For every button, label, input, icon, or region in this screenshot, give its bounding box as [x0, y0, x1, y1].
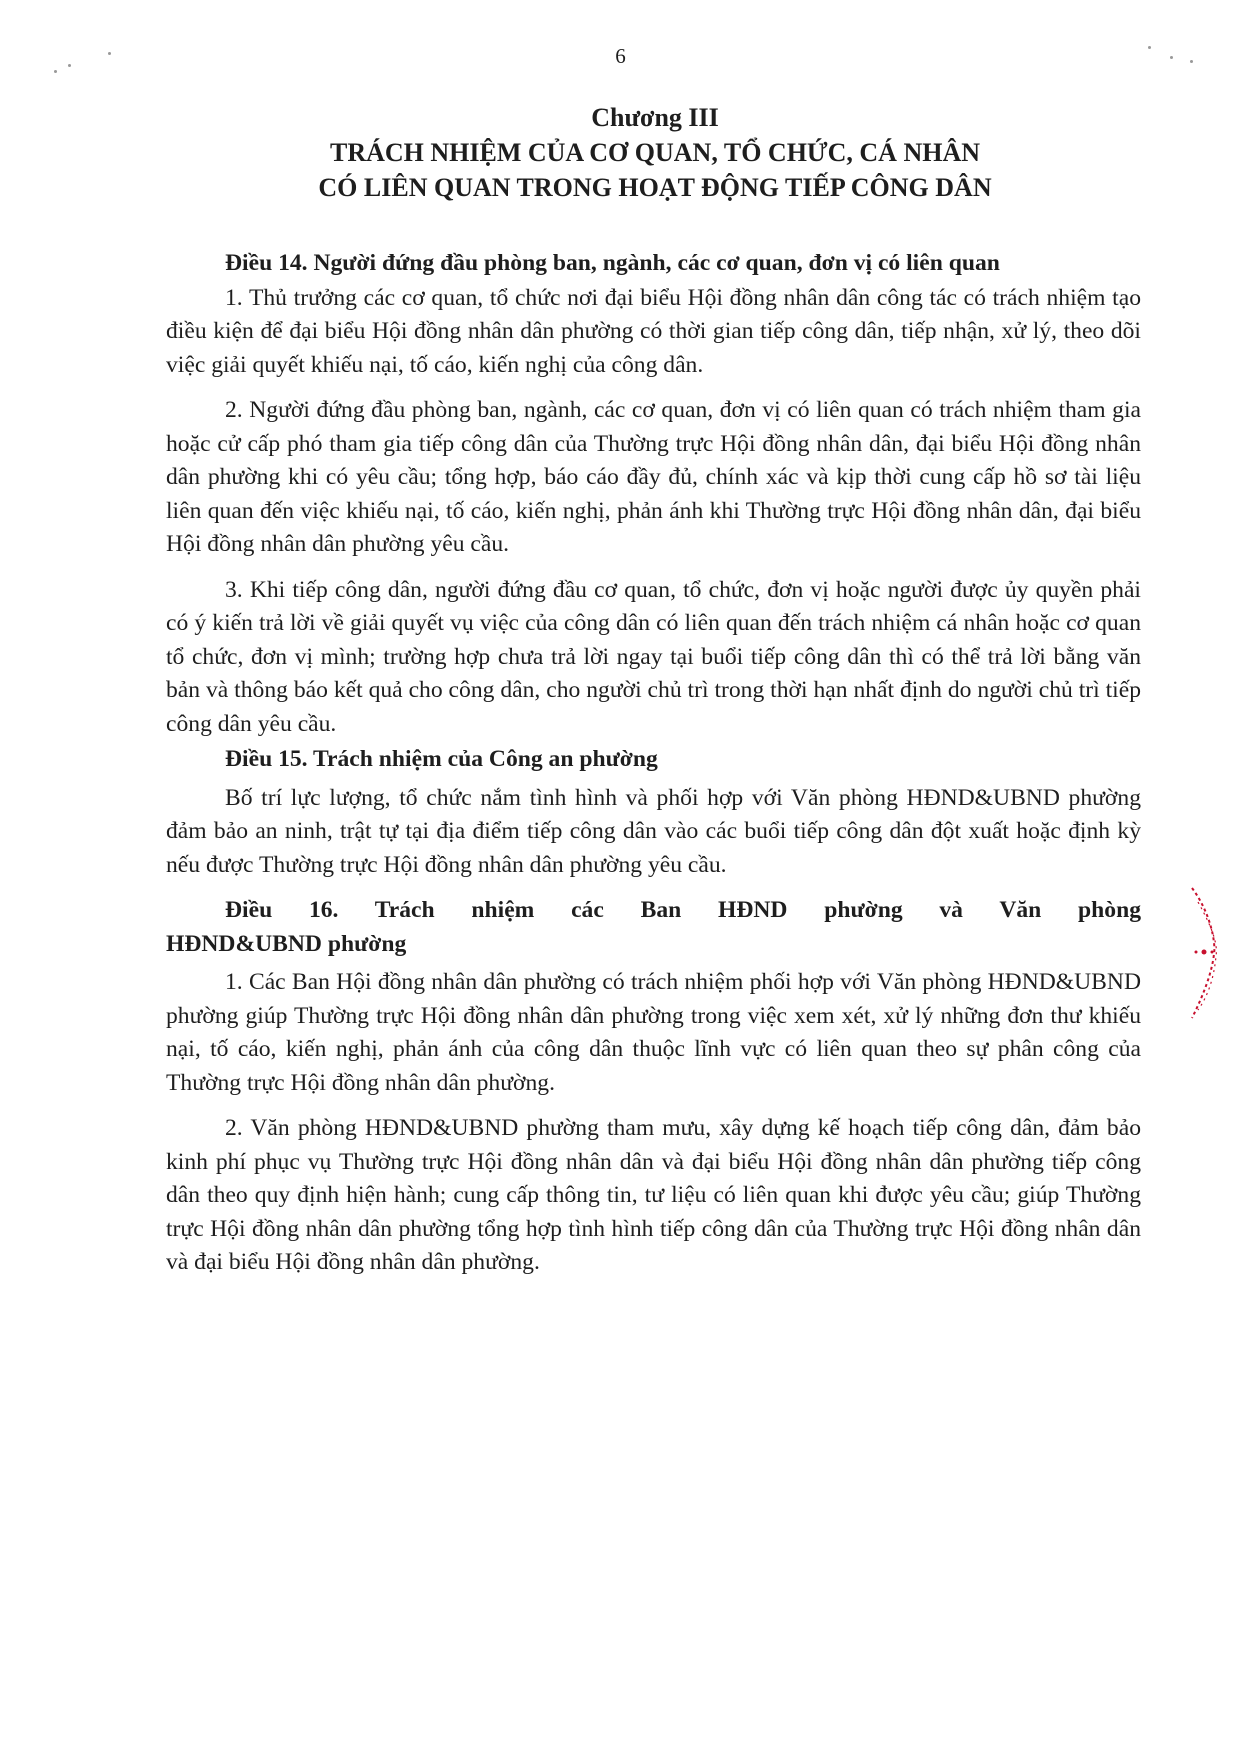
article-16-title [166, 894, 1141, 961]
article-14-paragraph-3: 3. Khi tiếp công dân, người đứng đầu cơ quan, tổ chức, đơn vị hoặc người được ủy quyền phải có ý kiến trả lời về giải quyết vụ việc của công dân có liên quan đến trách nhiệm cá nhân hoặc cơ quan tổ chức, đơn vị mình; trường hợp chưa trả lời ngay tại buổi tiếp công dân thì có thể trả lời bằng văn bản và thông báo kết quả cho công dân, cho người chủ trì trong thời hạn nhất định do người chủ trì tiếp công dân yêu cầu. [166, 576, 1141, 737]
article-16-title-line-2: HĐND&UBND phường [166, 930, 407, 957]
scan-speck [54, 70, 57, 73]
chapter-number: Chương III [591, 103, 719, 132]
article-16-title-line-1: Điều 16. Trách nhiệm các Ban HĐND phường và Văn phòng [225, 897, 1141, 923]
article-14-paragraph-1: 1. Thủ trưởng các cơ quan, tổ chức nơi đại biểu Hội đồng nhân dân công tác có trách nhiệm tạo điều kiện để đại biểu Hội đồng nhân dân phường có thời gian tiếp công dân, tiếp nhận, xử lý, theo dõi việc giải quyết khiếu nại, tố cáo, kiến nghị của công dân. [166, 284, 1141, 378]
page-number: 6 [615, 44, 626, 68]
article-15-paragraph-1: Bố trí lực lượng, tổ chức nắm tình hình và phối hợp với Văn phòng HĐND&UBND phường đảm bảo an ninh, trật tự tại địa điểm tiếp công dân vào các buổi tiếp công dân đột xuất hoặc định kỳ nếu được Thường trực Hội đồng nhân dân phường yêu cầu. [166, 784, 1141, 878]
seal-stamp-edge [1188, 882, 1222, 1022]
article-14-title: Điều 14. Người đứng đầu phòng ban, ngành, các cơ quan, đơn vị có liên quan [225, 250, 1000, 276]
article-16-paragraph-1: 1. Các Ban Hội đồng nhân dân phường có trách nhiệm phối hợp với Văn phòng HĐND&UBND phường giúp Thường trực Hội đồng nhân dân phường trong việc xem xét, xử lý những đơn thư khiếu nại, tố cáo, kiến nghị, phản ánh của công dân thuộc lĩnh vực có liên quan theo sự phân công của Thường trực Hội đồng nhân dân phường. [166, 969, 1141, 1096]
document-body [166, 247, 1141, 1292]
chapter-title-line-1: TRÁCH NHIỆM CỦA CƠ QUAN, TỔ CHỨC, CÁ NHÂN [329, 138, 980, 167]
chapter-title-line-2: CÓ LIÊN QUAN TRONG HOẠT ĐỘNG TIẾP CÔNG DÂN [318, 173, 992, 202]
article-16-paragraph-2: 2. Văn phòng HĐND&UBND phường tham mưu, xây dựng kế hoạch tiếp công dân, đảm bảo kinh phí phục vụ Thường trực Hội đồng nhân dân và đại biểu Hội đồng nhân dân phường tiếp công dân theo quy định hiện hành; cung cấp thông tin, tư liệu có liên quan khi được yêu cầu; giúp Thường trực Hội đồng nhân dân phường tổng hợp tình hình tiếp công dân của Thường trực Hội đồng nhân dân và đại biểu Hội đồng nhân dân phường. [166, 1115, 1141, 1275]
article-14-paragraph-2: 2. Người đứng đầu phòng ban, ngành, các cơ quan, đơn vị có liên quan có trách nhiệm tham gia hoặc cử cấp phó tham gia tiếp công dân của Thường trực Hội đồng nhân dân, đại biểu Hội đồng nhân dân phường khi có yêu cầu; tổng hợp, báo cáo đầy đủ, chính xác và kịp thời cung cấp hồ sơ tài liệu liên quan đến việc khiếu nại, tố cáo, kiến nghị, phản ánh khi Thường trực Hội đồng nhân dân, đại biểu Hội đồng nhân dân phường yêu cầu. [166, 397, 1141, 557]
chapter-heading [0, 100, 1241, 205]
article-15-title: Điều 15. Trách nhiệm của Công an phường [225, 746, 658, 772]
